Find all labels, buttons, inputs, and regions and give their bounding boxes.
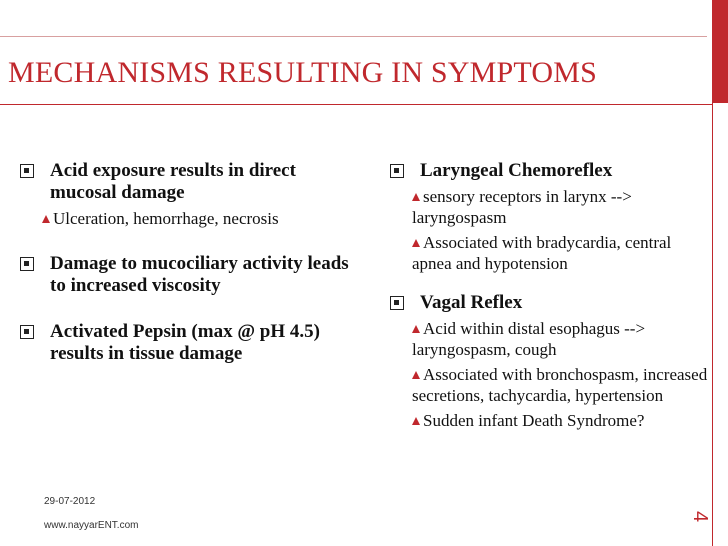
left-bullet bbox=[20, 321, 350, 365]
triangle-bullet-icon bbox=[42, 215, 50, 223]
right-bullet bbox=[390, 292, 710, 431]
accent-bar bbox=[713, 0, 728, 103]
right-column bbox=[390, 160, 710, 431]
bullet-heading: Vagal Reflex bbox=[420, 292, 523, 313]
box-bullet-icon bbox=[20, 325, 34, 339]
bullet-sub: sensory receptors in larynx --> laryngospasm bbox=[412, 187, 632, 227]
bullet-heading: Activated Pepsin (max @ pH 4.5) results in tissue damage bbox=[50, 321, 320, 364]
triangle-bullet-icon bbox=[412, 325, 420, 333]
box-bullet-icon bbox=[20, 164, 34, 178]
footer-website: www.nayyarENT.com bbox=[44, 520, 139, 531]
triangle-bullet-icon bbox=[412, 371, 420, 379]
bullet-heading: Damage to mucociliary activity leads to increased viscosity bbox=[50, 253, 349, 296]
slide-title: MECHANISMS RESULTING IN SYMPTOMS bbox=[8, 56, 598, 89]
left-column bbox=[20, 160, 350, 365]
triangle-bullet-icon bbox=[412, 417, 420, 425]
triangle-bullet-icon bbox=[412, 239, 420, 247]
footer-date: 29-07-2012 bbox=[44, 496, 96, 507]
left-bullet bbox=[20, 160, 350, 229]
bullet-sub: Ulceration, hemorrhage, necrosis bbox=[53, 209, 279, 228]
top-divider bbox=[0, 36, 707, 37]
box-bullet-icon bbox=[390, 164, 404, 178]
box-bullet-icon bbox=[390, 296, 404, 310]
bullet-heading: Laryngeal Chemoreflex bbox=[420, 160, 613, 181]
right-bullet bbox=[390, 160, 710, 274]
page-number: 4 bbox=[689, 510, 712, 523]
bullet-sub: Associated with bradycardia, central apnea and hypotension bbox=[412, 233, 672, 273]
bullet-heading: Acid exposure results in direct mucosal damage bbox=[50, 160, 296, 203]
bullet-sub: Acid within distal esophagus --> laryngospasm, cough bbox=[412, 319, 646, 359]
triangle-bullet-icon bbox=[412, 193, 420, 201]
box-bullet-icon bbox=[20, 257, 34, 271]
left-bullet bbox=[20, 253, 350, 297]
bullet-sub: Sudden infant Death Syndrome? bbox=[423, 411, 645, 430]
title-divider bbox=[0, 104, 712, 105]
bullet-sub: Associated with bronchospasm, increased secretions, tachycardia, hypertension bbox=[412, 365, 708, 405]
